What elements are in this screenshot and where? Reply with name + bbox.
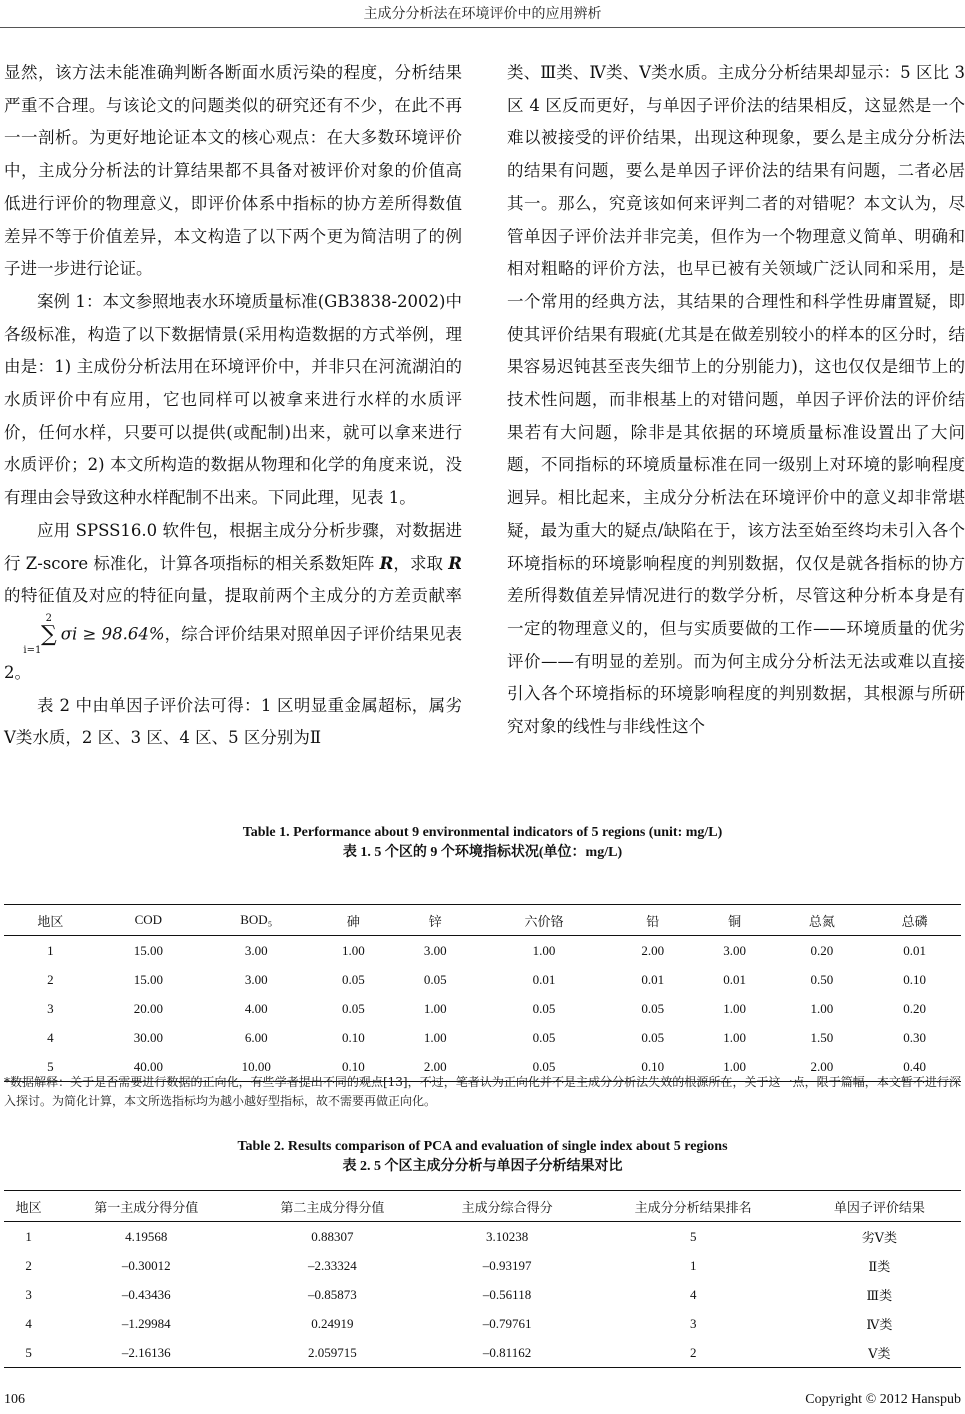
table-cell: 0.01 [641, 971, 665, 987]
right-paragraph-1: 类、Ⅲ类、Ⅳ类、Ⅴ类水质。主成分分析结果却显示：5 区比 3 区 4 区反而更好，与单因子评价法的结果相反，这显然是一个难以被接受的评价结果，出现这种现象，要么是主成分分析法的结果有问题，要么是单因子评价法的结果有问题，二者必居其一。那么，究竟该如何来评判二者的对错呢？本文认为，尽管单因子评价法并非完美，但作为一个物理意义简单、明确和相对粗略的评价方法，也早已被有关领域广泛认同和采用，是一个常用的经典方法，其结果的合理性和科学性毋庸置疑，即使其评价结果有瑕疵(尤其是在做差别较小的样本的区分时，结果容易迟钝甚至丧失细节上的分别能力)，这也仅仅是细节上的技术性问题，而非根基上的对错问题，单因子评价法的评价结果若有大问题，除非是其依据的环境质量标准设置出了大问题，不同指标的环境质量标准在同一级别上对环境的影响程度迥异。相比起来，主成分分析法在环境评价中的意义却非常堪疑，最为重大的疑点/缺陷在于，该方法至始至终均未引入各个环境指标的环境影响程度的判别数据，仅仅是就各指标的协方差所得数值差异情况进行的数学分析，尽管这种分析本身是有一定的物理意义的，但与实质要做的工作——环境质量的优劣评价——有明显的差别。而为何主成分分析法无法或难以直接引入各个环境指标的环境影响程度的判别数据，其根源与所研究对象的线性与非线性这个 [507, 63, 965, 737]
table-cell: 15.00 [133, 942, 163, 958]
table-cell: –0.30012 [121, 1257, 171, 1273]
column-header: 主成分分析结果排名 [589, 1191, 798, 1222]
table-cell: –0.81162 [425, 1338, 588, 1368]
table-cell: 3 [689, 1315, 697, 1331]
table-cell: 劣Ⅴ类 [861, 1230, 898, 1245]
table-cell: 3.10238 [485, 1228, 529, 1244]
table1-caption-cn: 表 1. 5 个区的 9 个环境指标状况(单位：mg/L) [342, 845, 623, 860]
sum-formula [8, 613, 57, 657]
column-header: 砷 [312, 905, 394, 936]
matrix-r-symbol-2: R [448, 553, 462, 573]
table-cell: 0.05 [476, 1052, 612, 1082]
right-column [507, 57, 965, 744]
table-cell: –0.43436 [121, 1286, 171, 1302]
table-cell: 0.50 [810, 971, 834, 987]
table-cell: 1.50 [810, 1029, 834, 1045]
table-row [4, 965, 961, 994]
table-cell: 0.05 [532, 1000, 556, 1016]
table-cell: 1.00 [723, 1029, 746, 1045]
table-row [4, 936, 961, 966]
table-cell: 0.40 [868, 1052, 961, 1082]
column-header: 单因子评价结果 [798, 1191, 961, 1222]
table-cell: 2.059715 [239, 1338, 425, 1368]
table-cell: 4.00 [244, 1000, 268, 1016]
table-cell: 0.05 [641, 1029, 665, 1045]
table-cell: 0.10 [903, 971, 926, 987]
table-cell: 4 [47, 1029, 54, 1045]
table-cell: 1.00 [342, 942, 365, 958]
table-cell: 3 [47, 1000, 54, 1016]
left-column [4, 57, 462, 755]
table-cell: –1.29984 [121, 1315, 171, 1331]
column-header: 铜 [694, 905, 776, 936]
table-cell: 2.00 [641, 942, 665, 958]
spss-text-d: ，综合评价结果对照单因子评价结果见表 2。 [4, 624, 462, 682]
table-cell: –0.56118 [482, 1286, 532, 1302]
formula-body: σi ≥ 98.64% [60, 624, 165, 644]
table-cell: 15.00 [133, 971, 163, 987]
table-cell: 1.00 [423, 1000, 447, 1016]
running-header: 主成分分析法在环境评价中的应用辨析 [363, 6, 602, 22]
left-paragraph-spss [4, 515, 462, 690]
table2-caption-en: Table 2. Results comparison of PCA and evaluation of single index about 5 regions [237, 1139, 728, 1154]
column-header: 地区 [4, 905, 97, 936]
table-cell: 0.05 [342, 1000, 365, 1016]
table-cell: 1 [25, 1228, 32, 1244]
left-paragraph-case1: 案例 1：本文参照地表水环境质量标准(GB3838-2002)中各级标准，构造了以下数据情景(采用构造数据的方式举例，理由是：1) 主成份分析法用在环境评价中，并非只在河流湖泊的水质评价中有应用，它也同样可以被拿来进行水样的水质评价，任何水样，只要可以提供(或配制)出来，就可以拿来进行水质评价；2) 本文所构造的数据从物理和化学的角度来说，没有理由会导致这种水样配制不出来。下同此理，见表 1。 [4, 291, 462, 508]
table-cell: 0.20 [903, 1000, 926, 1016]
column-header: 主成分综合得分 [425, 1191, 588, 1222]
table-cell: 0.88307 [311, 1228, 354, 1244]
column-header: 第二主成分得分值 [239, 1191, 425, 1222]
page-number: 106 [4, 1392, 25, 1407]
column-header: COD [97, 905, 200, 936]
column-header: 地区 [4, 1191, 53, 1222]
table-cell: 0.01 [532, 971, 556, 987]
table-cell: 0.05 [342, 971, 365, 987]
sigma-symbol: ∑ [41, 621, 57, 647]
spss-text-c: 的特征值及对应的特征向量，提取前两个主成分的方差贡献率 [4, 586, 462, 606]
column-header: 总氮 [776, 905, 869, 936]
table-row [4, 1338, 961, 1368]
table-cell: 40.00 [97, 1052, 200, 1082]
table-cell: 0.05 [641, 1000, 665, 1016]
spss-text-a: 应用 SPSS16.0 软件包，根据主成分分析步骤，对数据进行 Z-score 标准化，计算各项指标的相关系数矩阵 [4, 520, 462, 573]
table-cell: 1.00 [532, 942, 556, 958]
table-cell: 2 [25, 1257, 32, 1273]
table-row [4, 1251, 961, 1280]
matrix-r-symbol: R [379, 553, 394, 573]
table-cell: 5 [689, 1228, 697, 1244]
table-cell: Ⅱ类 [868, 1259, 891, 1274]
table-cell: 0.05 [532, 1029, 556, 1045]
left-paragraph-1: 显然，该方法未能准确判断各断面水质污染的程度，分析结果严重不合理。与该论文的问题类似的研究还有不少，在此不再一一剖析。为更好地论证本文的核心观点：在大多数环境评价中，主成分分析法的计算结果都不具备对被评价对象的价值高低进行评价的物理意义，即评价体系中指标的协方差所得数值差异不等于价值差异，本文构造了以下两个更为简洁明了的例子进一步进行论证。 [4, 63, 462, 279]
table-cell: 6.00 [244, 1029, 268, 1045]
table-row [4, 994, 961, 1023]
table-cell: 2.00 [394, 1052, 476, 1082]
table-row [4, 1222, 961, 1252]
table-row [4, 1280, 961, 1309]
table-row [4, 1023, 961, 1052]
column-header: 第一主成分得分值 [53, 1191, 239, 1222]
table-cell: 1.00 [723, 1000, 746, 1016]
data-note: *数据解释：关于是否需要进行数据的正向化，有些学者提出不同的观点[13]，不过，笔者认为正向化并不是主成分分析法失效的根源所在，关于这一点，限于篇幅，本文暂不进行深入探讨。为简化计算，本文所选指标均为越小越好型指标，故不需要再做正向化。 [4, 1075, 961, 1108]
table1 [4, 904, 961, 1082]
table-cell: 3.00 [244, 942, 268, 958]
table-cell: Ⅲ类 [866, 1288, 893, 1303]
table-cell: 10.00 [200, 1052, 312, 1082]
table-cell: 0.10 [312, 1052, 394, 1082]
table-cell: 3.00 [244, 971, 268, 987]
table-cell: –0.93197 [482, 1257, 532, 1273]
table-cell: 1.00 [423, 1029, 447, 1045]
column-header: 六价铬 [476, 905, 612, 936]
table-cell: 5 [4, 1052, 97, 1082]
column-header: BOD₅ [200, 905, 312, 936]
table-cell: 0.05 [423, 971, 447, 987]
table-cell: –2.33324 [307, 1257, 357, 1273]
table-cell: 0.10 [342, 1029, 365, 1045]
table-cell: 20.00 [133, 1000, 163, 1016]
table-row [4, 1309, 961, 1338]
column-header: 锌 [394, 905, 476, 936]
table-cell: 4.19568 [125, 1228, 168, 1244]
table-cell: 0.01 [903, 942, 926, 958]
table-cell: 0.24919 [311, 1315, 354, 1331]
spss-text-b: ，求取 [393, 553, 449, 573]
table-cell: 2 [47, 971, 54, 987]
table-cell: 2 [589, 1338, 798, 1368]
table-cell: 0.10 [612, 1052, 694, 1082]
table-cell: Ⅳ类 [866, 1317, 893, 1332]
column-header: 铅 [612, 905, 694, 936]
sum-lower-limit: i=1 [23, 644, 42, 656]
table2-header-row [4, 1191, 961, 1222]
column-header: 总磷 [868, 905, 961, 936]
copyright: Copyright © 2012 Hanspub [805, 1392, 961, 1407]
table1-caption-en: Table 1. Performance about 9 environmental indicators of 5 regions (unit: mg/L) [242, 825, 723, 840]
sum-upper-limit: 2 [45, 612, 53, 624]
table-cell: 4 [25, 1315, 32, 1331]
table-cell: 30.00 [133, 1029, 163, 1045]
table-cell: –2.16136 [53, 1338, 239, 1368]
table-cell: 0.30 [903, 1029, 926, 1045]
table2-caption-cn: 表 2. 5 个区主成分分析与单因子分析结果对比 [342, 1159, 623, 1174]
table-cell: 1.00 [810, 1000, 834, 1016]
table-cell: 2.00 [776, 1052, 869, 1082]
table-cell: 1 [47, 942, 54, 958]
left-paragraph-table2: 表 2 中由单因子评价法可得：1 区明显重金属超标，属劣Ⅴ类水质，2 区、3 区、4 区、5 区分别为Ⅱ [4, 695, 462, 748]
table-cell: 4 [689, 1286, 697, 1302]
table-cell: 5 [4, 1338, 53, 1368]
table-cell: –0.85873 [307, 1286, 357, 1302]
table-cell: –0.79761 [482, 1315, 532, 1331]
table-cell: 1 [689, 1257, 697, 1273]
table-cell: 0.20 [810, 942, 834, 958]
table2 [4, 1190, 961, 1368]
table-cell: Ⅴ类 [798, 1338, 961, 1368]
table1-header-row [4, 905, 961, 936]
table-cell: 1.00 [694, 1052, 776, 1082]
table-cell: 3.00 [423, 942, 447, 958]
header-rule [0, 27, 965, 28]
table-cell: 0.01 [723, 971, 746, 987]
table-cell: 3 [25, 1286, 32, 1302]
table-cell: 3.00 [723, 942, 746, 958]
